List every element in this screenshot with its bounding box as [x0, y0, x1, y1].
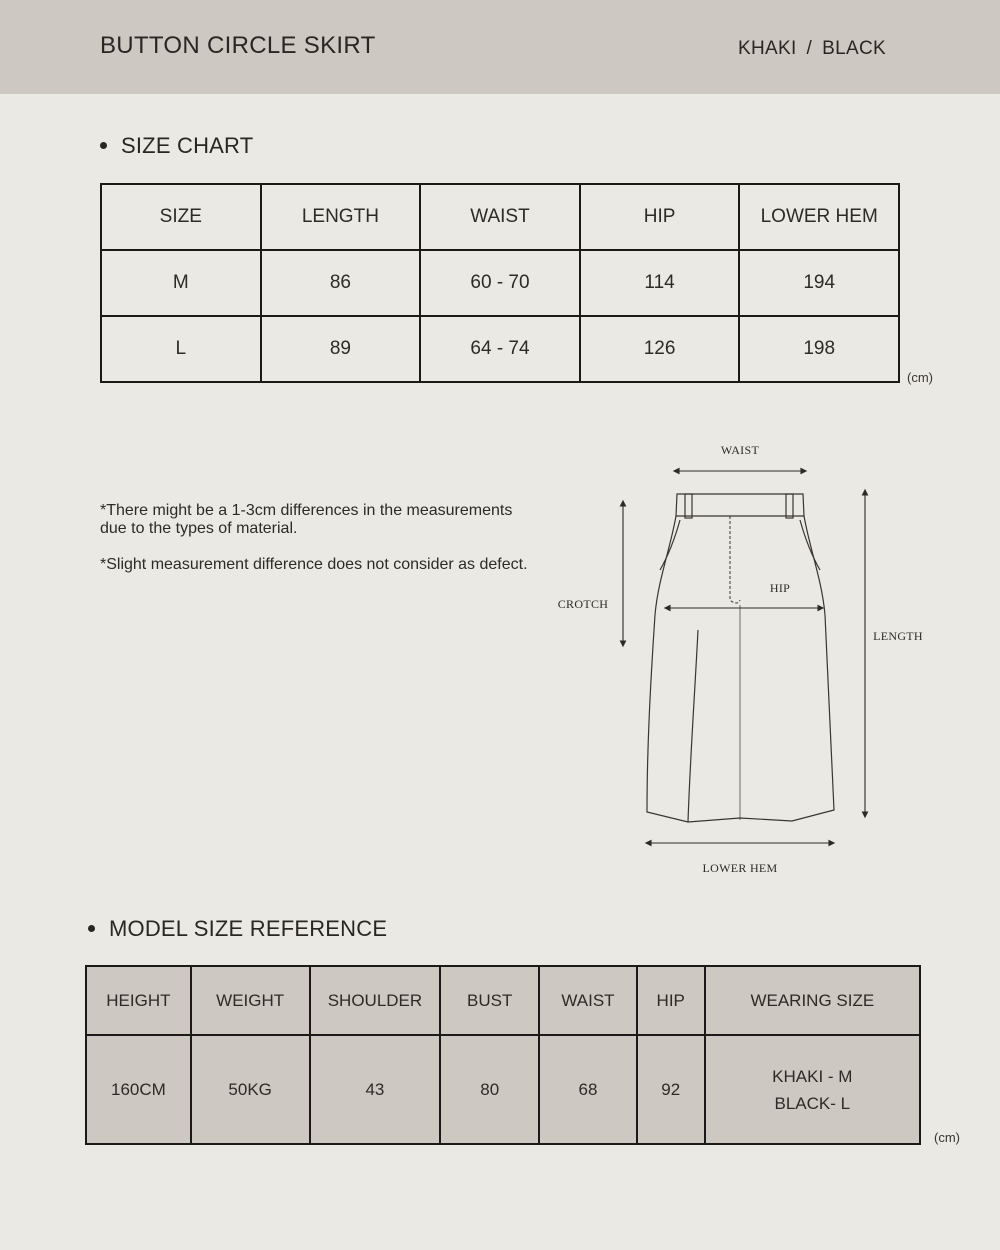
table-cell: L	[101, 316, 261, 382]
waist-label: WAIST	[720, 443, 760, 457]
measurement-notes	[100, 502, 540, 592]
skirt-diagram	[540, 430, 940, 890]
model-reference-title: MODEL SIZE REFERENCE	[109, 916, 388, 941]
table-cell: 92	[637, 1035, 705, 1144]
table-cell: 43	[310, 1035, 441, 1144]
column-header: LOWER HEM	[739, 184, 899, 250]
column-header: BUST	[440, 966, 539, 1035]
size-chart-heading	[100, 133, 253, 159]
product-title: BUTTON CIRCLE SKIRT	[100, 32, 376, 59]
wearing-size-cell	[705, 1035, 920, 1144]
table-cell: 198	[739, 316, 899, 382]
table-cell: M	[101, 250, 261, 316]
column-header: SHOULDER	[310, 966, 441, 1035]
model-reference-heading	[88, 916, 387, 942]
color-black: BLACK	[822, 38, 886, 59]
bullet-icon	[88, 925, 95, 932]
fly-line	[730, 516, 740, 603]
crotch-label: CROTCH	[557, 597, 609, 611]
model-size-table	[85, 965, 921, 1145]
table-cell: 68	[539, 1035, 637, 1144]
color-separator: /	[806, 38, 813, 59]
color-options	[738, 38, 886, 60]
table-row	[86, 1035, 920, 1144]
column-header: WEARING SIZE	[705, 966, 920, 1035]
size-chart-title: SIZE CHART	[121, 133, 254, 158]
skirt-outline	[647, 494, 834, 822]
table-row	[101, 250, 899, 316]
column-header: HIP	[580, 184, 740, 250]
table-cell: 89	[261, 316, 421, 382]
color-khaki: KHAKI	[738, 38, 797, 59]
measurement-arrows	[621, 469, 868, 846]
table-cell: 160CM	[86, 1035, 191, 1144]
column-header: SIZE	[101, 184, 261, 250]
hip-label: HIP	[769, 581, 791, 595]
table-cell: 126	[580, 316, 740, 382]
bullet-icon	[100, 142, 107, 149]
table-cell: 194	[739, 250, 899, 316]
column-header: LENGTH	[261, 184, 421, 250]
column-header: WEIGHT	[191, 966, 310, 1035]
wearing-size-black: BLACK- L	[774, 1093, 851, 1113]
note: *There might be a 1-3cm differences in the measurements due to the types of material.	[100, 502, 513, 537]
table-cell: 50KG	[191, 1035, 310, 1144]
table-row	[101, 316, 899, 382]
column-header: WAIST	[539, 966, 637, 1035]
column-header: WAIST	[420, 184, 580, 250]
table-header-row	[101, 184, 899, 250]
size-chart-unit: (cm)	[907, 370, 933, 385]
table-cell: 60 - 70	[420, 250, 580, 316]
table-cell: 64 - 74	[420, 316, 580, 382]
note: *Slight measurement difference does not consider as defect.	[100, 556, 528, 573]
column-header: HIP	[637, 966, 705, 1035]
table-cell: 80	[440, 1035, 539, 1144]
wearing-size-khaki: KHAKI - M	[772, 1066, 853, 1086]
table-cell: 114	[580, 250, 740, 316]
table-header-row	[86, 966, 920, 1035]
model-reference-unit: (cm)	[934, 1130, 960, 1145]
length-label: LENGTH	[873, 629, 923, 643]
lower-hem-label: LOWER HEM	[702, 861, 778, 875]
table-cell: 86	[261, 250, 421, 316]
size-chart-table	[100, 183, 900, 383]
column-header: HEIGHT	[86, 966, 191, 1035]
